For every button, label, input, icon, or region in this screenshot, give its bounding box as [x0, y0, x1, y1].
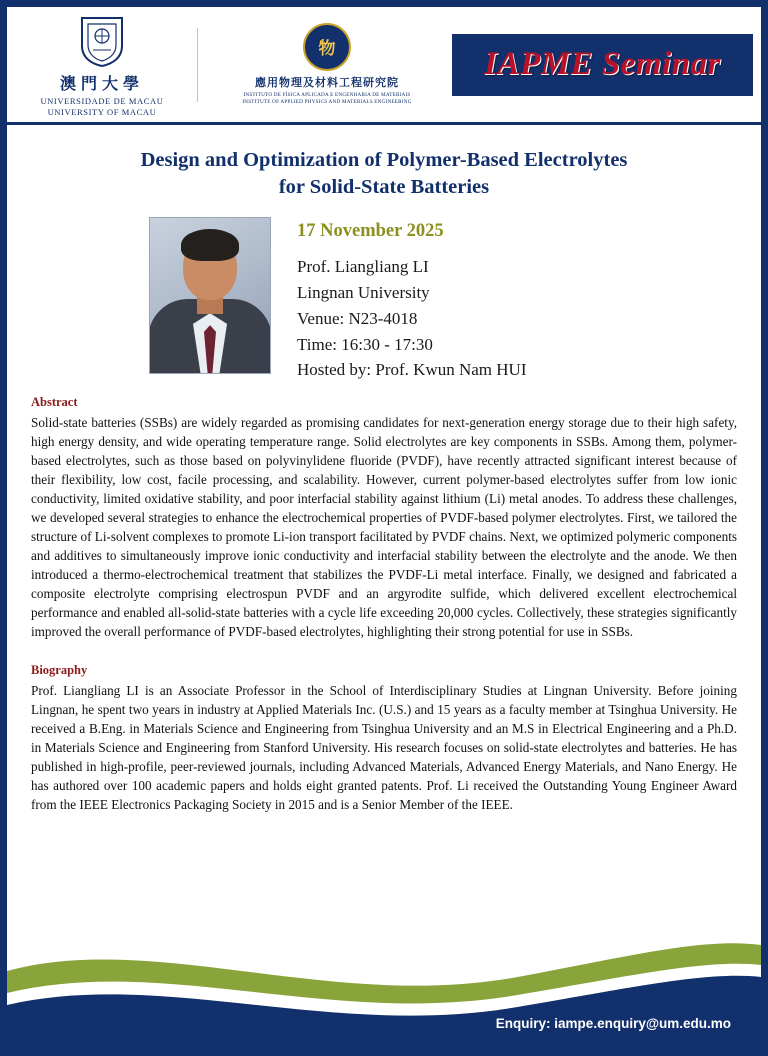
- speaker-affiliation: Lingnan University: [297, 282, 430, 302]
- seminar-host: Hosted by: Prof. Kwun Nam HUI: [297, 360, 527, 380]
- photo-hair: [181, 229, 239, 261]
- institute-name-en: [242, 92, 411, 106]
- university-logo: [7, 12, 197, 117]
- poster-header: [7, 7, 761, 125]
- speaker-name: Prof. Liangliang LI: [297, 257, 429, 277]
- biography-section: [31, 663, 737, 814]
- speaker-section: [7, 217, 761, 383]
- talk-title-line-1: Design and Optimization of Polymer-Based Electrolytes: [140, 149, 628, 171]
- seminar-banner: [452, 34, 753, 96]
- institute-seal-glyph: 物: [318, 39, 336, 60]
- biography-text: Prof. Liangliang LI is an Associate Professor in the School of Interdisciplinary Studies at Lingnan University. Before joining Lingnan, he spent two years in industry at Applied Materials Inc. (U.S.) and 15 years as a faculty member at Tsinghua University. He received a B.Eng. in Materials Science and Engineering from Tsinghua University and an M.S in Electrical Engineering and a Ph.D. in Materials Science and Engineering from Stanford University. His research focuses on solid-state electrolytes and batteries. He has published in high-profile, peer-reviewed journals, including Advanced Materials, Advanced Energy Materials, and Nano Energy. He has authored over 100 academic papers and holds eight granted patents. Prof. Li received the Outstanding Young Engineer Award from the IEEE Electronics Packaging Society in 2015 and is a Senior Member of the IEEE.: [31, 683, 737, 813]
- institute-name-english: INSTITUTE OF APPLIED PHYSICS AND MATERIALS ENGINEERING: [242, 99, 412, 105]
- institute-logo: [198, 23, 452, 106]
- institute-name-cn: 應用物理及材料工程研究院: [255, 75, 399, 89]
- speaker-photo: [149, 217, 271, 374]
- university-name-cn: 澳門大學: [59, 73, 144, 93]
- institute-name-pt: INSTITUTO DE FÍSICA APLICADA E ENGENHARIA DE MATERIAIS: [243, 91, 411, 98]
- institute-seal-icon: [303, 23, 351, 71]
- university-name-pt: UNIVERSIDADE DE MACAU: [40, 95, 164, 106]
- seminar-date: 17 November 2025: [297, 221, 444, 242]
- poster-body: [7, 395, 761, 814]
- university-name-en: [40, 96, 163, 117]
- talk-title-block: [7, 147, 761, 201]
- speaker-details: [271, 217, 526, 383]
- university-crest-icon: [79, 16, 125, 68]
- seminar-time: Time: 16:30 - 17:30: [297, 334, 433, 354]
- university-name-english: UNIVERSITY OF MACAU: [47, 106, 157, 117]
- abstract-text: Solid-state batteries (SSBs) are widely regarded as promising candidates for next-generation energy storage due to their high safety, high energy density, and wide operating temperature range. Solid electrolytes are key components in SSBs. Among them, polymer-based electrolytes, such as those based on polyvinylidene fluoride (PVDF), have recently attracted significant interest because of their flexibility, low cost, facile processing, and scalability. However, current polymer-based electrolytes suffer from low ionic conductivity, limited oxidative stability, and poor interfacial stability against lithium (Li) metal anodes. To address these challenges, we developed several strategies to enhance the electrochemical properties of PVDF-based polymer electrolytes. First, we tailored the structure of Li-solvent complexes to promote Li-ion transport facilitated by PVDF chains. Next, we optimized polymeric components and additives to simultaneously improve ionic conductivity and interfacial stability between the electrolyte and the anode. We then introduced a thermo-electrochemical treatment that stabilizes the PVDF-Li metal interface. Finally, we designed and fabricated a composite electrolyte comprising electrospun PVDF and an argyrodite sulfide, which delivered excellent electrochemical performance and enabled all-solid-state batteries with a cycle life exceeding 20,000 cycles. Collectively, these strategies significantly improved the overall performance of PVDF-based electrolytes, highlighting their strong potential for use in SSBs.: [31, 415, 737, 640]
- poster-footer: [7, 919, 761, 1049]
- abstract-heading: Abstract: [31, 395, 78, 410]
- seminar-venue: Venue: N23-4018: [297, 308, 418, 328]
- seminar-banner-title: IAPME Seminar: [484, 46, 721, 82]
- biography-heading: Biography: [31, 663, 88, 678]
- enquiry-text: Enquiry: iampe.enquiry@um.edu.mo: [495, 1016, 731, 1031]
- talk-title-line-2: for Solid-State Batteries: [278, 176, 490, 199]
